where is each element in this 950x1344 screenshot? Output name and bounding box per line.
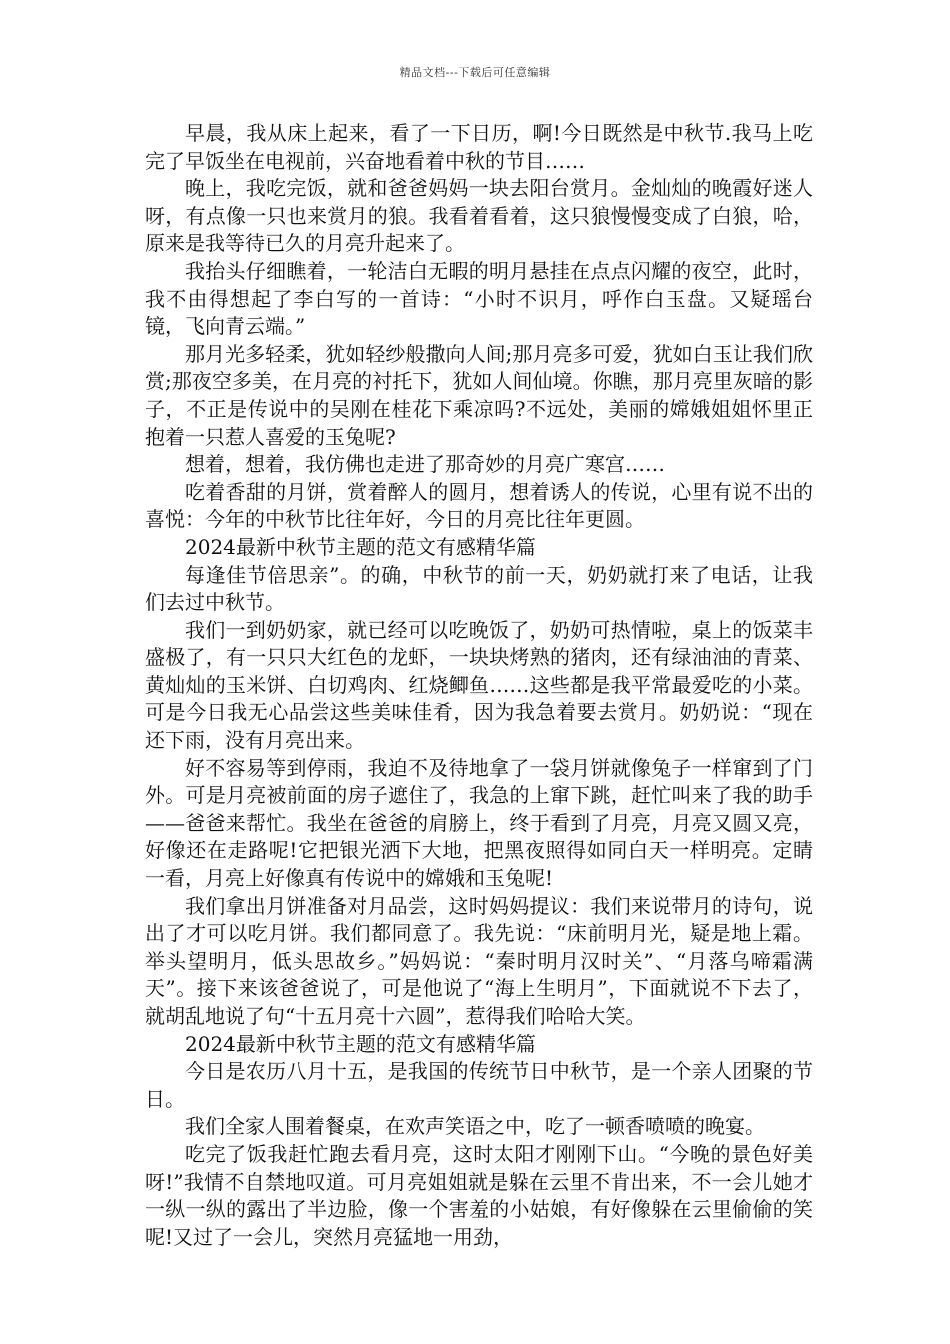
section-title: 2024最新中秋节主题的范文有感精华篇	[185, 534, 536, 559]
paragraph: 想着，想着，我仿佛也走进了那奇妙的月亮广寒宫……	[185, 452, 665, 477]
paragraph: 今日是农历八月十五，是我国的传统节日中秋节，是一个亲人团聚的节日。	[145, 1059, 813, 1111]
paragraph: 吃完了饭我赶忙跑去看月亮，这时太阳才刚刚下山。“今晚的景色好美呀!”我情不自禁地叹道。可月亮姐姐就是躲在云里不肯出来，不一会儿她才一纵一纵的露出了半边脸，像一个害羞的小姑娘，有好像躲在云里偷偷的笑呢!又过了一会儿，突然月亮猛地一用劲，	[145, 1141, 813, 1249]
paragraph: 好不容易等到停雨，我迫不及待地拿了一袋月饼就像兔子一样窜到了门外。可是月亮被前面的房子遮住了，我急的上窜下跳，赶忙叫来了我的助手——爸爸来帮忙。我坐在爸爸的肩膀上，终于看到了月亮，月亮又圆又亮，好像还在走路呢!它把银光洒下大地，把黑夜照得如同白天一样明亮。定睛一看，月亮上好像真有传说中的嫦娥和玉兔呢!	[145, 755, 813, 891]
paragraph: 我们一到奶奶家，就已经可以吃晚饭了，奶奶可热情啦，桌上的饭菜丰盛极了，有一只只大红色的龙虾，一块块烤熟的猪肉，还有绿油油的青菜、黄灿灿的玉米饼、白切鸡肉、红烧鲫鱼……这些都是我平常最爱吃的小菜。可是今日我无心品尝这些美味佳肴，因为我急着要去赏月。奶奶说：“现在还下雨，没有月亮出来。	[145, 617, 813, 753]
paragraph: 我们全家人围着餐桌，在欢声笑语之中，吃了一顿香喷喷的晚宴。	[185, 1114, 765, 1139]
paragraph: 晚上，我吃完饭，就和爸爸妈妈一块去阳台赏月。金灿灿的晚霞好迷人呀，有点像一只也来赏月的狼。我看着看着，这只狼慢慢变成了白狼，哈，原来是我等待已久的月亮升起来了。	[145, 176, 813, 256]
section-title: 2024最新中秋节主题的范文有感精华篇	[185, 1031, 536, 1056]
paragraph: 每逢佳节倍思亲”。的确，中秋节的前一天，奶奶就打来了电话，让我们去过中秋节。	[145, 562, 813, 615]
paragraph: 我们拿出月饼准备对月品尝，这时妈妈提议：我们来说带月的诗句，说出了才可以吃月饼。我们都同意了。我先说：“床前明月光，疑是地上霜。举头望明月，低头思故乡。”妈妈说：“秦时明月汉时关”、“月落乌啼霜满天”。接下来该爸爸说了，可是他说了“海上生明月”，下面就说不下去了，就胡乱地说了句“十五月亮十六圆”，惹得我们哈哈大笑。	[145, 893, 813, 1028]
paragraph: 早晨，我从床上起来，看了一下日历，啊!今日既然是中秋节.我马上吃完了早饭坐在电视前，兴奋地看着中秋的节目……	[145, 121, 813, 173]
paragraph: 我抬头仔细瞧着，一轮洁白无暇的明月悬挂在点点闪耀的夜空，此时，我不由得想起了李白写的一首诗：“小时不识月，呼作白玉盘。又疑瑶台镜，飞向青云端。”	[145, 258, 813, 339]
paragraph: 那月光多轻柔，犹如轻纱般撒向人间;那月亮多可爱，犹如白玉让我们欣赏;那夜空多美，在月亮的衬托下，犹如人间仙境。你瞧，那月亮里灰暗的影子，不正是传说中的吴刚在桂花下乘凉吗?不远处，美丽的嫦娥姐姐怀里正抱着一只惹人喜爱的玉兔呢?	[145, 341, 813, 449]
paragraph: 吃着香甜的月饼，赏着醉人的圆月，想着诱人的传说，心里有说不出的喜悦：今年的中秋节比往年好，今日的月亮比往年更圆。	[145, 479, 813, 532]
page-header: 精品文档---下载后可任意编辑	[399, 66, 551, 79]
document-body	[145, 120, 813, 1251]
